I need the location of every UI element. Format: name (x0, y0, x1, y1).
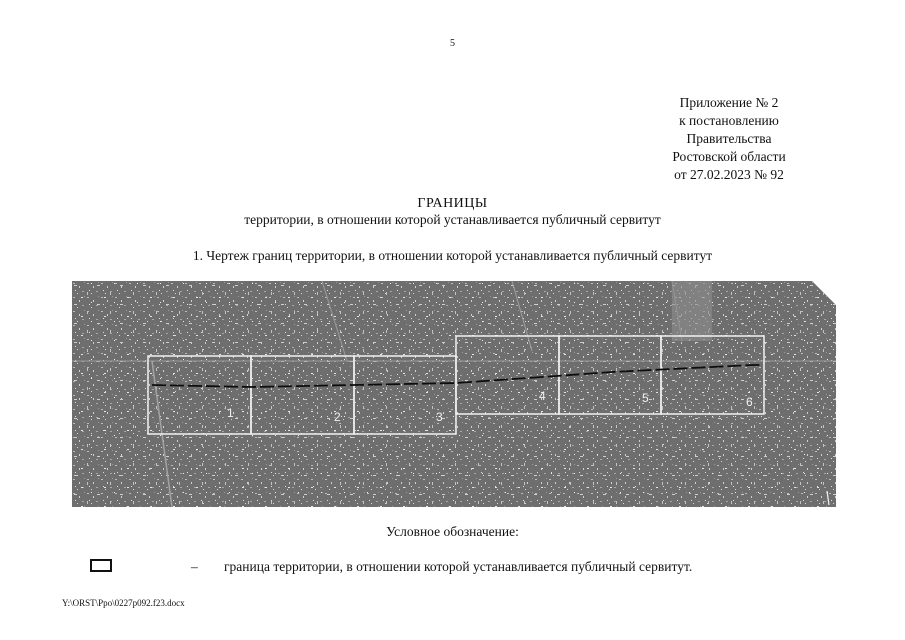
sheet-label: 1 (227, 406, 234, 420)
sheet-label: 6 (746, 395, 753, 409)
legend-description: граница территории, в отношении которой устанавливается публичный сервитут. (224, 559, 693, 574)
appendix-line: Приложение № 2 (679, 95, 779, 110)
document-subtitle: территории, в отношении которой устанавливается публичный сервитут (244, 212, 661, 227)
page-number: 5 (450, 38, 455, 49)
sheet-label: 4 (539, 389, 546, 403)
sheet-label: 5 (642, 391, 649, 405)
section-heading: 1. Чертеж границ территории, в отношении которой устанавливается публичный сервитут (192, 248, 713, 263)
appendix-line: Ростовской области (672, 149, 786, 164)
boundary-map (72, 281, 836, 507)
appendix-line: от 27.02.2023 № 92 (674, 167, 784, 182)
appendix-block (629, 94, 829, 184)
file-path: Y:\ORST\Ppo\0227p092.f23.docx (62, 598, 185, 608)
document-title: ГРАНИЦЫ (417, 196, 488, 211)
legend-dash: – (191, 559, 198, 574)
appendix-line: Правительства (686, 131, 772, 146)
sheet-label: 3 (436, 410, 443, 424)
legend-title: Условное обозначение: (386, 524, 519, 539)
appendix-line: к постановлению (679, 113, 779, 128)
legend-boundary-symbol (90, 559, 112, 572)
sheet-label: 2 (334, 410, 341, 424)
